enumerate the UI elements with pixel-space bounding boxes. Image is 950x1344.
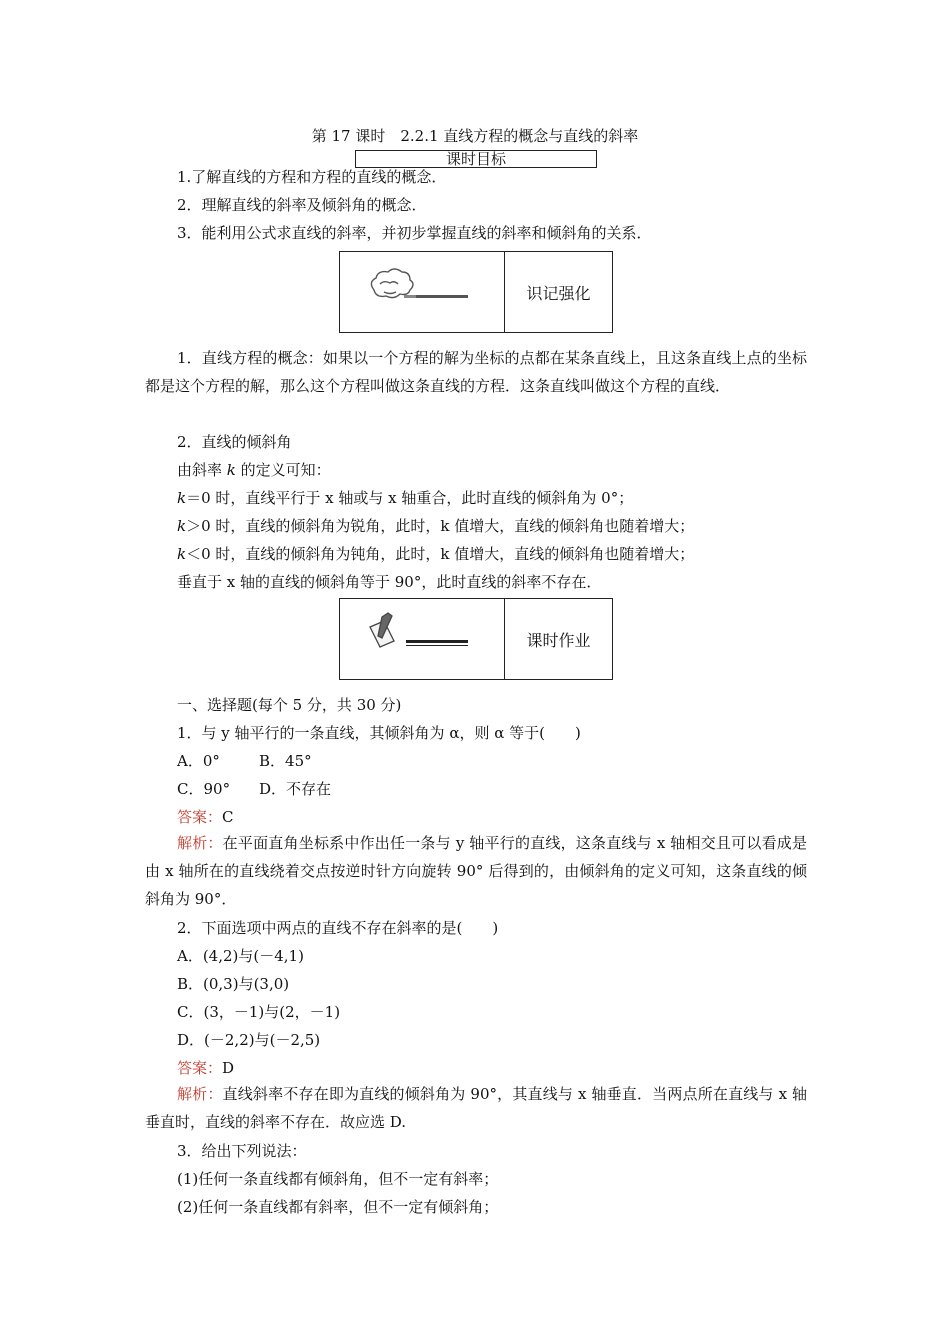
text-k-negative: k＜0 时，直线的倾斜角为钝角，此时，k 值增大，直线的倾斜角也随着增大； (177, 545, 695, 563)
question-2-analysis: 解析：直线斜率不存在即为直线的倾斜角为 90°，其直线与 x 轴垂直．当两点所在直线与 x 轴垂直时，直线的斜率不存在．故应选 D. (145, 1085, 807, 1131)
section-memorize-label: 识记强化 (526, 283, 591, 303)
question-3-stem: 3．给出下列说法： (177, 1142, 307, 1160)
question-2-option-b: B．(0,3)与(3,0) (177, 975, 290, 993)
question-2-stem: 2．下面选项中两点的直线不存在斜率的是( ) (177, 919, 499, 937)
exercise-heading: 一、选择题(每个 5 分，共 30 分) (177, 696, 402, 714)
page-title: 第 17 课时 2.2.1 直线方程的概念与直线的斜率 (311, 127, 639, 145)
option-c: C．90° (177, 780, 231, 798)
question-2-option-d: D．(－2,2)与(－2,5) (177, 1031, 321, 1049)
goal-2: 2．理解直线的斜率及倾斜角的概念． (177, 196, 427, 214)
option-d: D．不存在 (259, 780, 332, 798)
goal-3: 3．能利用公式求直线的斜率，并初步掌握直线的斜率和倾斜角的关系． (177, 224, 652, 242)
paragraph-line-equation: 1．直线方程的概念：如果以一个方程的解为坐标的点都在某条直线上，且这条直线上点的坐标都是这个方程的解，那么这个方程叫做这条直线的方程．这条直线叫做这个方程的直线． (145, 349, 807, 395)
question-3-statement-2: (2)任何一条直线都有斜率，但不一定有倾斜角； (177, 1198, 499, 1216)
subheading-inclination: 2．直线的倾斜角 (177, 433, 292, 451)
section-homework-label: 课时作业 (526, 630, 591, 650)
pen-paper-icon (340, 599, 504, 679)
question-1-answer: 答案：C (177, 808, 234, 826)
question-1-options-row-2 (177, 779, 331, 799)
question-2-option-c: C．(3，－1)与(2，－1) (177, 1003, 341, 1021)
section-memorize-image (340, 252, 505, 332)
option-b: B．45° (259, 752, 312, 770)
question-1-options-row-1 (177, 751, 312, 771)
question-2-answer: 答案：D (177, 1059, 235, 1077)
text-k-zero: k＝0 时，直线平行于 x 轴或与 x 轴重合，此时直线的倾斜角为 0°； (177, 489, 634, 507)
text-k-positive: k＞0 时，直线的倾斜角为锐角，此时，k 值增大，直线的倾斜角也随着增大； (177, 517, 695, 535)
question-1-analysis: 解析：在平面直角坐标系中作出任一条与 y 轴平行的直线，这条直线与 x 轴相交且可以看成是由 x 轴所在的直线绕着交点按逆时针方向旋转 90° 后得到的，由倾斜角的定义可知，这条直线的倾斜角为 90°． (145, 834, 807, 908)
option-a: A．0° (177, 752, 220, 770)
section-homework-image (340, 599, 505, 679)
section-homework-box (339, 598, 613, 680)
question-3-statement-1: (1)任何一条直线都有倾斜角，但不一定有斜率； (177, 1170, 499, 1188)
text-slope-definition: 由斜率 k 的定义可知： (177, 461, 331, 479)
question-1-stem: 1．与 y 轴平行的一条直线，其倾斜角为 α，则 α 等于( ) (177, 724, 581, 742)
lesson-goal-box: 课时目标 (355, 150, 597, 168)
section-memorize-box (339, 251, 613, 333)
goal-1: 1.了解直线的方程和方程的直线的概念． (177, 168, 447, 186)
text-vertical-line: 垂直于 x 轴的直线的倾斜角等于 90°，此时直线的斜率不存在． (177, 573, 602, 591)
question-2-option-a: A．(4,2)与(－4,1) (177, 947, 304, 965)
cloud-icon (340, 252, 504, 332)
